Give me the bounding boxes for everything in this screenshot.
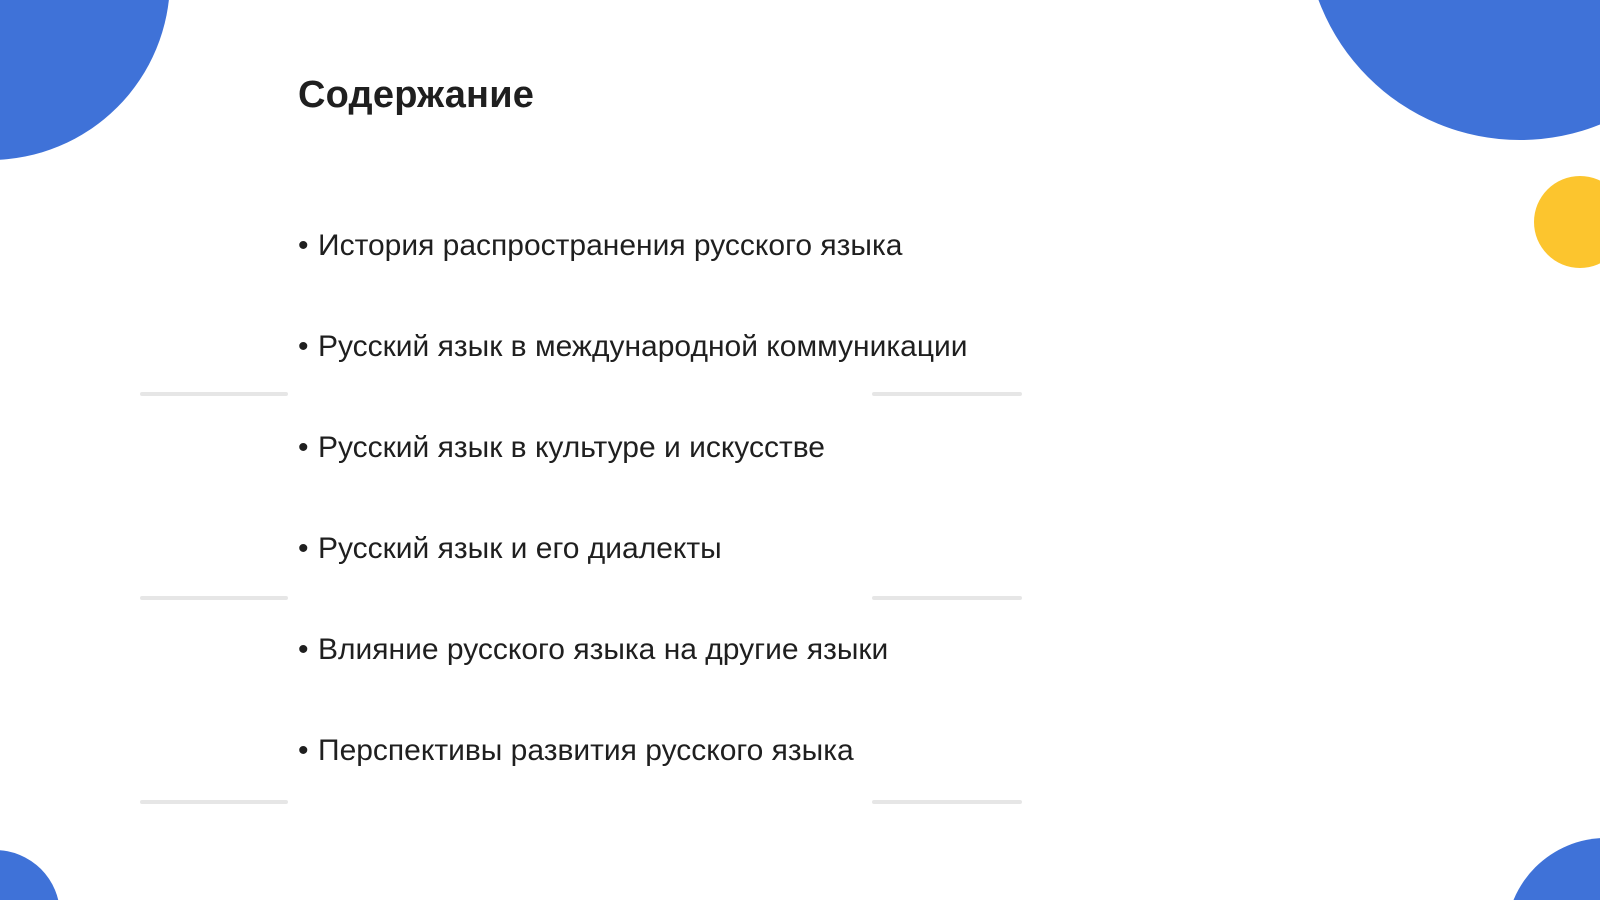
slide-title: Содержание — [298, 74, 535, 116]
list-item — [298, 424, 968, 525]
decorative-circle-bottom-right — [1506, 838, 1600, 900]
decorative-circle-top-left — [0, 0, 170, 160]
list-item — [298, 727, 968, 828]
list-item-label: Русский язык и его диалекты — [318, 532, 722, 565]
divider-line — [140, 596, 288, 600]
divider-line — [140, 800, 288, 804]
decorative-circle-top-right — [1305, 0, 1600, 140]
list-item — [298, 626, 968, 727]
bullet-icon: • — [298, 633, 309, 666]
bullet-icon: • — [298, 734, 309, 767]
list-item-label: Влияние русского языка на другие языки — [318, 633, 889, 666]
bullet-icon: • — [298, 532, 309, 565]
bullet-icon: • — [298, 330, 309, 363]
decorative-circle-bottom-left — [0, 850, 60, 900]
decorative-circle-yellow — [1534, 176, 1600, 268]
divider-line — [140, 392, 288, 396]
list-item — [298, 222, 968, 323]
bullet-icon: • — [298, 431, 309, 464]
list-item — [298, 525, 968, 626]
list-item-label: Перспективы развития русского языка — [318, 734, 854, 767]
list-item-label: История распространения русского языка — [318, 229, 903, 262]
list-item-label: Русский язык в международной коммуникации — [318, 330, 968, 363]
bullet-icon: • — [298, 229, 309, 262]
list-item — [298, 323, 968, 424]
table-of-contents — [298, 222, 968, 828]
list-item-label: Русский язык в культуре и искусстве — [318, 431, 825, 464]
